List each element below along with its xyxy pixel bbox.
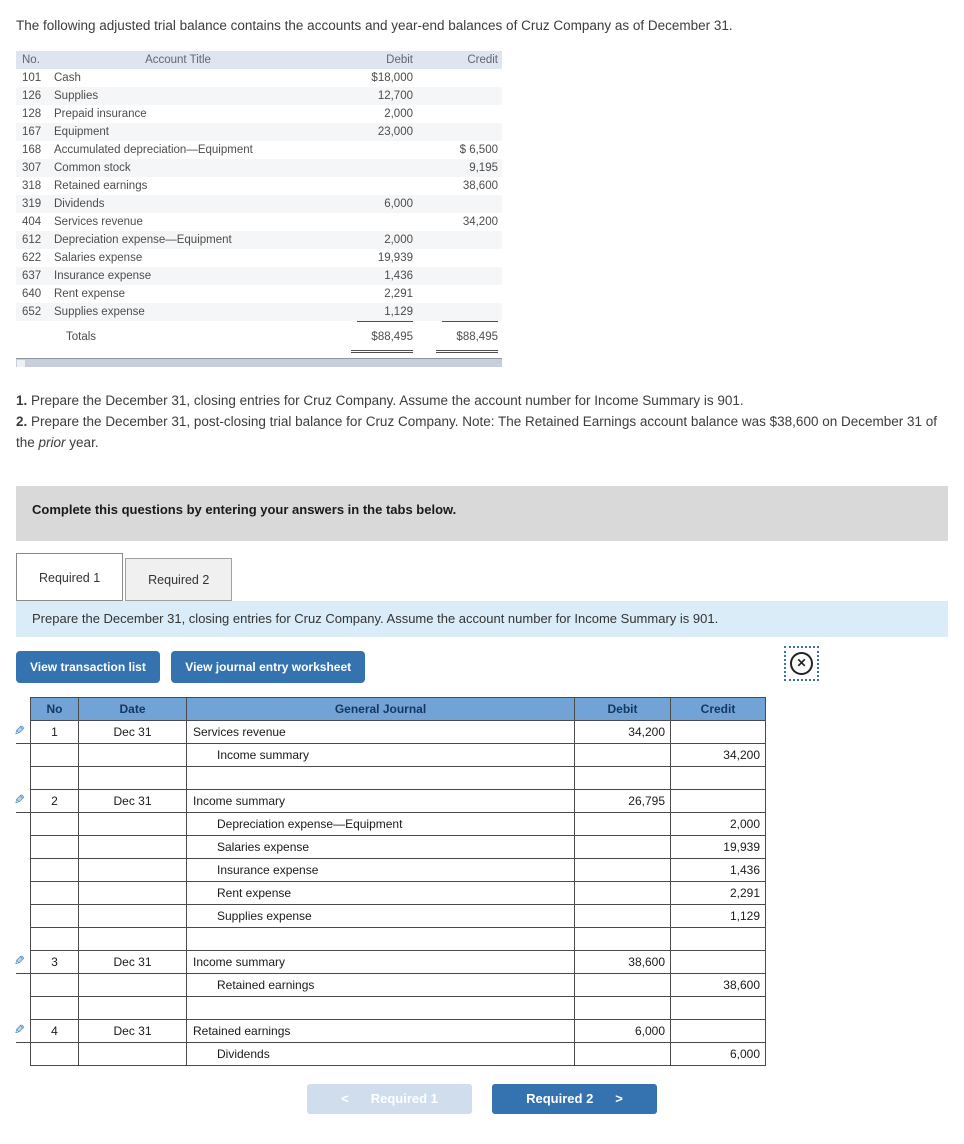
instruction-2: 2. Prepare the December 31, post-closing trial balance for Cruz Company. Note: The Retained Earnings account balance was $38,600 on December 31 of the prior year. — [16, 413, 938, 450]
journal-cell-no — [30, 928, 78, 951]
journal-cell-debit — [574, 813, 670, 836]
tb-cell-credit — [417, 123, 502, 141]
tab-bar — [16, 553, 948, 601]
tb-cell-title: Depreciation expense—Equipment — [54, 234, 232, 246]
table-row — [16, 195, 502, 213]
tab-description: Prepare the December 31, closing entries for Cruz Company. Assume the account number for Income Summary is 901. — [16, 601, 948, 637]
trial-balance-rows — [16, 69, 502, 321]
table-row — [16, 123, 502, 141]
table-row — [16, 69, 502, 87]
journal-cell-no — [30, 813, 78, 836]
tb-cell-debit: 6,000 — [384, 198, 413, 210]
journal-cell-account: Supplies expense — [186, 905, 574, 928]
journal-cell-no — [30, 997, 78, 1020]
journal-cell-no: 3 — [30, 951, 78, 974]
journal-row-gutter — [16, 882, 30, 905]
tb-cell-debit: 2,000 — [384, 234, 413, 246]
journal-cell-account — [186, 997, 574, 1020]
tb-cell-no: 126 — [22, 90, 42, 102]
tb-cell-no: 307 — [22, 162, 42, 174]
chevron-right-icon: > — [615, 1091, 623, 1107]
journal-cell-debit: 38,600 — [574, 951, 670, 974]
tb-cell-credit — [417, 303, 502, 321]
journal-cell-no — [30, 767, 78, 790]
journal-cell-debit — [574, 767, 670, 790]
journal-cell-credit: 2,000 — [670, 813, 766, 836]
trial-balance-table — [16, 51, 502, 349]
journal-row-gutter — [16, 1020, 30, 1043]
tb-cell-debit: 23,000 — [377, 126, 413, 138]
journal-row — [16, 790, 948, 813]
journal-cell-account: Rent expense — [186, 882, 574, 905]
journal-row — [16, 1043, 948, 1066]
journal-cell-account: Insurance expense — [186, 859, 574, 882]
journal-rows — [16, 721, 948, 1066]
journal-cell-credit: 38,600 — [670, 974, 766, 997]
journal-cell-debit — [574, 859, 670, 882]
tb-cell-credit — [417, 87, 502, 105]
tb-totals-debit: $88,495 — [351, 326, 413, 353]
tb-cell-no: 319 — [22, 198, 42, 210]
table-row — [16, 267, 502, 285]
journal-row-gutter — [16, 836, 30, 859]
tab-required-2[interactable]: Required 2 — [125, 558, 232, 601]
journal-cell-date — [78, 928, 186, 951]
tb-cell-title: Accumulated depreciation—Equipment — [54, 144, 253, 156]
journal-header — [16, 697, 948, 721]
tb-cell-credit: 34,200 — [462, 216, 498, 228]
journal-row — [16, 882, 948, 905]
close-icon: ✕ — [790, 652, 813, 675]
journal-row-gutter — [16, 790, 30, 813]
journal-row — [16, 767, 948, 790]
tb-totals-credit: $88,495 — [436, 326, 498, 353]
journal-cell-date — [78, 859, 186, 882]
journal-cell-credit: 2,291 — [670, 882, 766, 905]
table-row — [16, 285, 502, 303]
edit-pencil-icon[interactable]: ✎ — [14, 722, 25, 738]
tb-header-debit: Debit — [386, 54, 413, 66]
journal-row-gutter — [16, 997, 30, 1020]
tb-cell-no: 637 — [22, 270, 42, 282]
journal-header-general-journal: General Journal — [186, 697, 574, 721]
tb-cell-debit: 2,291 — [384, 288, 413, 300]
tb-cell-credit — [417, 231, 502, 249]
journal-row-gutter — [16, 1043, 30, 1066]
tb-cell-credit — [417, 285, 502, 303]
tb-cell-no: 167 — [22, 126, 42, 138]
tb-cell-debit: $18,000 — [371, 72, 413, 84]
journal-row-gutter — [16, 744, 30, 767]
journal-cell-no — [30, 744, 78, 767]
journal-cell-no — [30, 859, 78, 882]
journal-row — [16, 813, 948, 836]
journal-header-credit: Credit — [670, 697, 766, 721]
journal-cell-no: 4 — [30, 1020, 78, 1043]
tb-cell-no: 652 — [22, 306, 42, 318]
table-row — [16, 249, 502, 267]
journal-cell-no — [30, 905, 78, 928]
table-row — [16, 177, 502, 195]
journal-cell-debit — [574, 997, 670, 1020]
journal-cell-credit — [670, 951, 766, 974]
journal-row-gutter — [16, 767, 30, 790]
journal-cell-credit: 1,129 — [670, 905, 766, 928]
complete-questions-panel: Complete this questions by entering your answers in the tabs below. — [16, 486, 948, 541]
tb-cell-title: Common stock — [54, 162, 131, 174]
tb-cell-debit: 1,436 — [384, 270, 413, 282]
journal-cell-debit — [574, 1043, 670, 1066]
tb-header-no: No. — [22, 54, 40, 66]
tb-cell-credit — [417, 195, 502, 213]
instructions — [16, 391, 948, 454]
tb-cell-title: Equipment — [54, 126, 109, 138]
view-transaction-list-button[interactable]: View transaction list — [16, 651, 160, 683]
journal-cell-date — [78, 767, 186, 790]
edit-pencil-icon[interactable]: ✎ — [14, 791, 25, 807]
tb-cell-title: Retained earnings — [54, 180, 148, 192]
journal-row-gutter — [16, 813, 30, 836]
journal-cell-credit — [670, 928, 766, 951]
tb-cell-title: Cash — [54, 72, 81, 84]
journal-cell-credit: 19,939 — [670, 836, 766, 859]
table-row — [16, 87, 502, 105]
table-row — [16, 303, 502, 321]
table-row — [16, 159, 502, 177]
journal-cell-no: 1 — [30, 721, 78, 744]
journal-row — [16, 721, 948, 744]
edit-pencil-icon[interactable]: ✎ — [14, 952, 25, 968]
tb-cell-debit: 1,129 — [302, 303, 417, 321]
journal-cell-date — [78, 905, 186, 928]
journal-row-gutter — [16, 859, 30, 882]
intro-text: The following adjusted trial balance contains the accounts and year-end balances of Cruz Company as of December 31. — [16, 18, 733, 33]
journal-cell-account: Salaries expense — [186, 836, 574, 859]
journal-row-gutter — [16, 905, 30, 928]
journal-cell-account: Income summary — [186, 790, 574, 813]
journal-row — [16, 859, 948, 882]
journal-cell-date: Dec 31 — [78, 790, 186, 813]
journal-cell-date — [78, 974, 186, 997]
journal-row — [16, 905, 948, 928]
tb-cell-credit — [417, 267, 502, 285]
tb-cell-title: Supplies — [54, 90, 99, 102]
journal-cell-account — [186, 928, 574, 951]
journal-cell-debit: 26,795 — [574, 790, 670, 813]
journal-cell-credit — [670, 767, 766, 790]
journal-cell-debit — [574, 928, 670, 951]
journal-row-gutter — [16, 951, 30, 974]
tb-cell-no: 128 — [22, 108, 42, 120]
table-row — [16, 213, 502, 231]
tb-cell-no: 640 — [22, 288, 42, 300]
journal-cell-no: 2 — [30, 790, 78, 813]
tb-cell-title: Services revenue — [54, 216, 143, 228]
journal-cell-no — [30, 974, 78, 997]
tb-cell-title: Salaries expense — [54, 252, 143, 264]
toolbar — [16, 651, 948, 685]
journal-row — [16, 997, 948, 1020]
journal-header-date: Date — [78, 697, 186, 721]
tb-cell-no: 168 — [22, 144, 42, 156]
tb-totals-label: Totals — [66, 331, 97, 343]
journal-cell-debit — [574, 974, 670, 997]
tb-cell-title: Supplies expense — [54, 306, 145, 318]
journal-cell-date: Dec 31 — [78, 1020, 186, 1043]
tb-cell-debit: 19,939 — [377, 252, 413, 264]
journal-cell-date: Dec 31 — [78, 721, 186, 744]
journal-cell-account: Income summary — [186, 744, 574, 767]
view-journal-entry-worksheet-button[interactable]: View journal entry worksheet — [171, 651, 365, 683]
tb-cell-credit — [417, 105, 502, 123]
journal-row — [16, 974, 948, 997]
trial-balance-totals — [16, 321, 502, 349]
tb-header-credit: Credit — [467, 54, 498, 66]
journal-cell-credit — [670, 790, 766, 813]
journal-row-gutter — [16, 928, 30, 951]
journal-row-gutter — [16, 721, 30, 744]
journal-cell-account: Depreciation expense—Equipment — [186, 813, 574, 836]
journal-cell-debit: 6,000 — [574, 1020, 670, 1043]
journal-cell-credit — [670, 997, 766, 1020]
required-1-prev-button[interactable]: < Required 1 — [307, 1084, 472, 1114]
tb-cell-debit — [302, 213, 417, 231]
journal-row — [16, 836, 948, 859]
journal-cell-date: Dec 31 — [78, 951, 186, 974]
footer-nav — [16, 1084, 948, 1114]
journal-header-no: No — [30, 697, 78, 721]
journal-row-gutter — [16, 974, 30, 997]
journal-cell-debit: 34,200 — [574, 721, 670, 744]
journal-row — [16, 1020, 948, 1043]
journal-cell-debit — [574, 905, 670, 928]
journal-cell-credit: 1,436 — [670, 859, 766, 882]
tb-cell-no: 101 — [22, 72, 42, 84]
tb-cell-debit: 12,700 — [377, 90, 413, 102]
tab-required-1[interactable]: Required 1 — [16, 553, 123, 601]
required-2-next-button[interactable]: Required 2 > — [492, 1084, 657, 1114]
tb-cell-credit: $ 6,500 — [459, 144, 498, 156]
journal-cell-account: Dividends — [186, 1043, 574, 1066]
journal-cell-credit: 34,200 — [670, 744, 766, 767]
journal-cell-no — [30, 882, 78, 905]
journal-cell-credit — [670, 721, 766, 744]
journal-cell-account: Services revenue — [186, 721, 574, 744]
scrollbar-thumb[interactable] — [17, 360, 25, 367]
journal-row — [16, 744, 948, 767]
journal-cell-credit — [670, 1020, 766, 1043]
tb-cell-title: Dividends — [54, 198, 105, 210]
tb-cell-title: Rent expense — [54, 288, 125, 300]
trial-balance-scrollbar[interactable] — [16, 358, 502, 367]
table-row — [16, 141, 502, 159]
tb-cell-title: Prepaid insurance — [54, 108, 147, 120]
journal-cell-account — [186, 767, 574, 790]
tb-cell-credit: 38,600 — [462, 180, 498, 192]
tb-cell-credit: 9,195 — [469, 162, 498, 174]
edit-pencil-icon[interactable]: ✎ — [14, 1021, 25, 1037]
tb-cell-debit — [302, 159, 417, 177]
journal-cell-debit — [574, 744, 670, 767]
journal-cell-account: Retained earnings — [186, 974, 574, 997]
journal-header-debit: Debit — [574, 697, 670, 721]
journal-row — [16, 951, 948, 974]
table-row — [16, 105, 502, 123]
journal-cell-debit — [574, 882, 670, 905]
journal-cell-date — [78, 1043, 186, 1066]
journal-cell-date — [78, 882, 186, 905]
journal-cell-debit — [574, 836, 670, 859]
journal-cell-account: Retained earnings — [186, 1020, 574, 1043]
journal-cell-date — [78, 813, 186, 836]
journal-cell-no — [30, 836, 78, 859]
journal-row — [16, 928, 948, 951]
journal-cell-credit: 6,000 — [670, 1043, 766, 1066]
tb-header-title: Account Title — [145, 54, 211, 66]
tb-cell-credit — [417, 249, 502, 267]
table-row — [16, 231, 502, 249]
journal-cell-no — [30, 1043, 78, 1066]
close-button[interactable] — [784, 646, 819, 681]
chevron-left-icon: < — [341, 1091, 349, 1107]
general-journal — [16, 697, 948, 1066]
tb-cell-debit — [302, 177, 417, 195]
journal-cell-date — [78, 744, 186, 767]
tb-cell-no: 318 — [22, 180, 42, 192]
journal-cell-date — [78, 836, 186, 859]
tb-cell-debit — [302, 141, 417, 159]
instruction-1: 1. Prepare the December 31, closing entries for Cruz Company. Assume the account number for Income Summary is 901. — [16, 393, 744, 408]
tb-cell-title: Insurance expense — [54, 270, 152, 282]
trial-balance-header — [16, 51, 502, 69]
tb-cell-no: 612 — [22, 234, 42, 246]
journal-cell-account: Income summary — [186, 951, 574, 974]
journal-cell-date — [78, 997, 186, 1020]
tb-cell-credit — [417, 69, 502, 87]
tb-cell-no: 404 — [22, 216, 42, 228]
tb-cell-no: 622 — [22, 252, 42, 264]
tb-cell-debit: 2,000 — [384, 108, 413, 120]
